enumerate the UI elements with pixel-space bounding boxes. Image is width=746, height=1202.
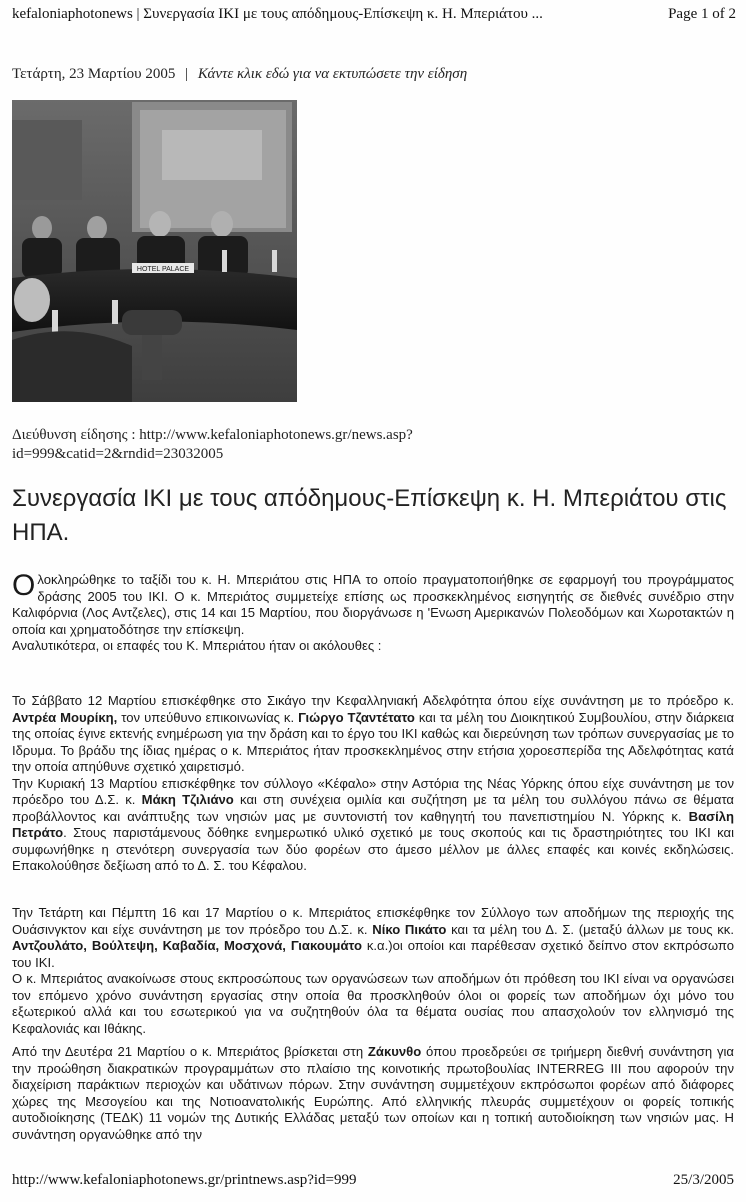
p1-name-mourikis: Αντρέα Μουρίκη, bbox=[12, 709, 118, 725]
p4-text-c: όπου προεδρεύει σε τριήμερη διεθνή συνάντηση για την προώθηση διακρατικών προγραμμάτων στο πλαίσιο της κοινοτικής πρωτοβουλίας INTERREG III που αφορούν την διαχείριση παράκτιων περιοχών και υδάτινων πόρων. Στην συνάντηση συμμετέχουν εκπρόσωποι φορέων από διάφορες χώρες της Μεσογείου και της Νοτιοανατολικής Ευρώπης. Από ελληνικής πλευράς συμμετέχουν οι φορείς τοπικής αυτοδιοίκησης (ΤΕΔΚ) 11 νομών της Δυτικής Ελλάδας μεταξύ των οποίων και η τοπική αυτοδιοίκηση των νησιών μας. Η συνάντηση οργανώθηκε από την bbox=[12, 1044, 734, 1142]
page-header-title: kefaloniaphotonews | Συνεργασία ΙΚΙ με τους απόδημους-Επίσκεψη κ. Η. Μπεριάτου ... bbox=[12, 6, 543, 22]
intro-paragraph bbox=[12, 569, 734, 655]
p1-text-a: Το Σάββατο 12 Μαρτίου επισκέφθηκε στο Σικάγο την Κεφαλληνιακή Αδελφότητα όπου είχε συνάντηση με το πρόεδρο κ. bbox=[12, 693, 734, 708]
p1-text-e: και τα μέλη του Διοικητικού Συμβουλίου, στην διάρκεια της οποίας έγινε εκτενής ενημέρωση για την δράση και το έργο του ΙΚΙ καθώς και διερεύνηση των τρόπων συνεργασίας με το Ιδρυμα. Το βράδυ της ίδιας ημέρας ο κ. Μπεριάτος ήταν προσκεκλημένος στην ετήσια χοροεσπερίδα της Αδελφότητας κατά την οποία απηύθυνε σχετικό χαιρετισμό. bbox=[12, 709, 735, 774]
dateline bbox=[12, 66, 467, 83]
intro-line2: Αναλυτικότερα, οι επαφές του Κ. Μπεριάτου ήταν οι ακόλουθες : bbox=[12, 638, 382, 653]
article-url-block bbox=[12, 426, 413, 464]
p2-name-petratos: Βασίλη Πετράτο bbox=[12, 808, 734, 840]
footer-date: 25/3/2005 bbox=[673, 1172, 734, 1188]
p1-name-tzantetatos: Γιώργο Τζαντέτατο bbox=[298, 709, 415, 725]
page-number: Page 1 of 2 bbox=[668, 6, 736, 22]
p2-name-tzilianos: Μάκη Τζιλιάνο bbox=[141, 792, 234, 807]
p2-text-a: Την Κυριακή 13 Μαρτίου επισκέφθηκε τον σύλλογο «Κέφαλο» στην Αστόρια της Νέας Υόρκης όπου είχε συνάντηση με τον πρόεδρο του Δ.Σ. κ. bbox=[12, 775, 734, 807]
table-sign: HOTEL PALACE bbox=[136, 266, 190, 273]
conference-photo bbox=[12, 100, 297, 402]
article-url-line1[interactable]: http://www.kefaloniaphotonews.gr/news.asp? bbox=[139, 427, 413, 443]
body-paragraph-1 bbox=[12, 693, 734, 875]
drop-cap: Ο bbox=[12, 569, 36, 602]
p1-text-c: τον υπεύθυνο επικοινωνίας κ. bbox=[117, 709, 299, 725]
p4-text-a: Από την Δευτέρα 21 Μαρτίου ο κ. Μπεριάτος βρίσκεται στη bbox=[12, 1044, 368, 1059]
footer-url: http://www.kefaloniaphotonews.gr/printnews.asp?id=999 bbox=[12, 1172, 357, 1188]
intro-text: λοκληρώθηκε το ταξίδι του κ. Η. Μπεριάτου στις ΗΠΑ το οποίο πραγματοποιήθηκε σε εφαρμογή του προγράμματος δράσης 2005 του ΙΚΙ. Ο κ. Μπεριάτος συμμετείχε επίσης ως προσκεκλημένος εισηγητής σε διεθνές συνέδριο στην Καλιφόρνια (Λος Αντζελες), στις 14 και 15 Μαρτίου, που διοργάνωσε η 'Ενωση Αμερικανών Πολεοδόμων και Χωροτακτών η οποία και χρηματοδότησε την επίσκεψη. bbox=[12, 572, 734, 637]
dateline-separator: | bbox=[185, 66, 189, 82]
p2-text-c: και στη συνέχεια ομιλία και συζήτηση με τα μέλη του συλλόγου πάνω σε θέματα προβάλλοντος και ανάπτυξης των νησιών μας με συντονιστή τον καθηγητή του πανεπιστημίου Ν. Υόρκης κ. bbox=[12, 792, 735, 824]
article-url-line2[interactable]: id=999&catid=2&rndid=23032005 bbox=[12, 446, 224, 462]
print-link[interactable]: Κάντε κλικ εδώ για να εκτυπώσετε την είδηση bbox=[197, 66, 468, 82]
body-paragraph-4 bbox=[12, 1044, 734, 1143]
p4-place-zakynthos: Ζάκυνθο bbox=[367, 1044, 422, 1059]
p3-names-members: Αντζουλάτο, Βούλτεψη, Καβαδία, Μοσχονά, Γιακουμάτο bbox=[12, 938, 362, 953]
article-date: Τετάρτη, 23 Μαρτίου 2005 bbox=[12, 66, 176, 82]
p3-name-pikatos: Νίκο Πικάτο bbox=[372, 921, 447, 937]
article-title: Συνεργασία ΙΚΙ με τους απόδημους-Επίσκεψη κ. Η. Μπεριάτου στις ΗΠΑ. bbox=[12, 485, 727, 546]
body-paragraph-3 bbox=[12, 905, 734, 1037]
article-url-label: Διεύθυνση είδησης : bbox=[12, 427, 136, 443]
p2-text-e: . Στους παριστάμενους δόθηκε ενημερωτικό υλικό σχετικό με τους σκοπούς και τις δραστηριότητες του ΙΚΙ και συμφωνήθηκε η στενότερη συνεργασία των δύο φορέων στο άμεσο μέλλον με άλλες επαφές και κοινές εκδηλώσεις. Επακολούθησε δεξίωση από το Δ. Σ. του Κέφαλου. bbox=[12, 825, 734, 873]
p3-text-a: Την Τετάρτη και Πέμπτη 16 και 17 Μαρτίου ο κ. Μπεριάτος επισκέφθηκε τον Σύλλογο των αποδήμων της περιοχής της Ουάσινγκτον και είχε συνάντηση με τον πρόεδρο του Δ.Σ. κ. bbox=[12, 905, 734, 937]
p3-text-c: και τα μέλη του Δ. Σ. (μεταξύ άλλων με τους κκ. bbox=[446, 921, 734, 937]
p3-text-f: Ο κ. Μπεριάτος ανακοίνωσε στους εκπροσώπους των οργανώσεων των αποδήμων ότι πρόθεση του ΙΚΙ είναι να οργανώσει τον επόμενο χρόνο συνάντηση εργασίας στην οποία θα προσκληθούν όλοι οι φορείς των αποδήμων όχι μόνο του εξωτερικού αλλά και του εσωτερικού για να συζητηθούν όλα τα θέματα ουσίας που απασχολούν τον ελληνισμό της Κεφαλονιάς και Ιθάκης. bbox=[12, 971, 734, 1036]
p3-text-e: κ.α.)οι οποίοι και παρέθεσαν σχετικό δείπνο στον εκπρόσωπο του ΙΚΙ. bbox=[12, 938, 735, 970]
